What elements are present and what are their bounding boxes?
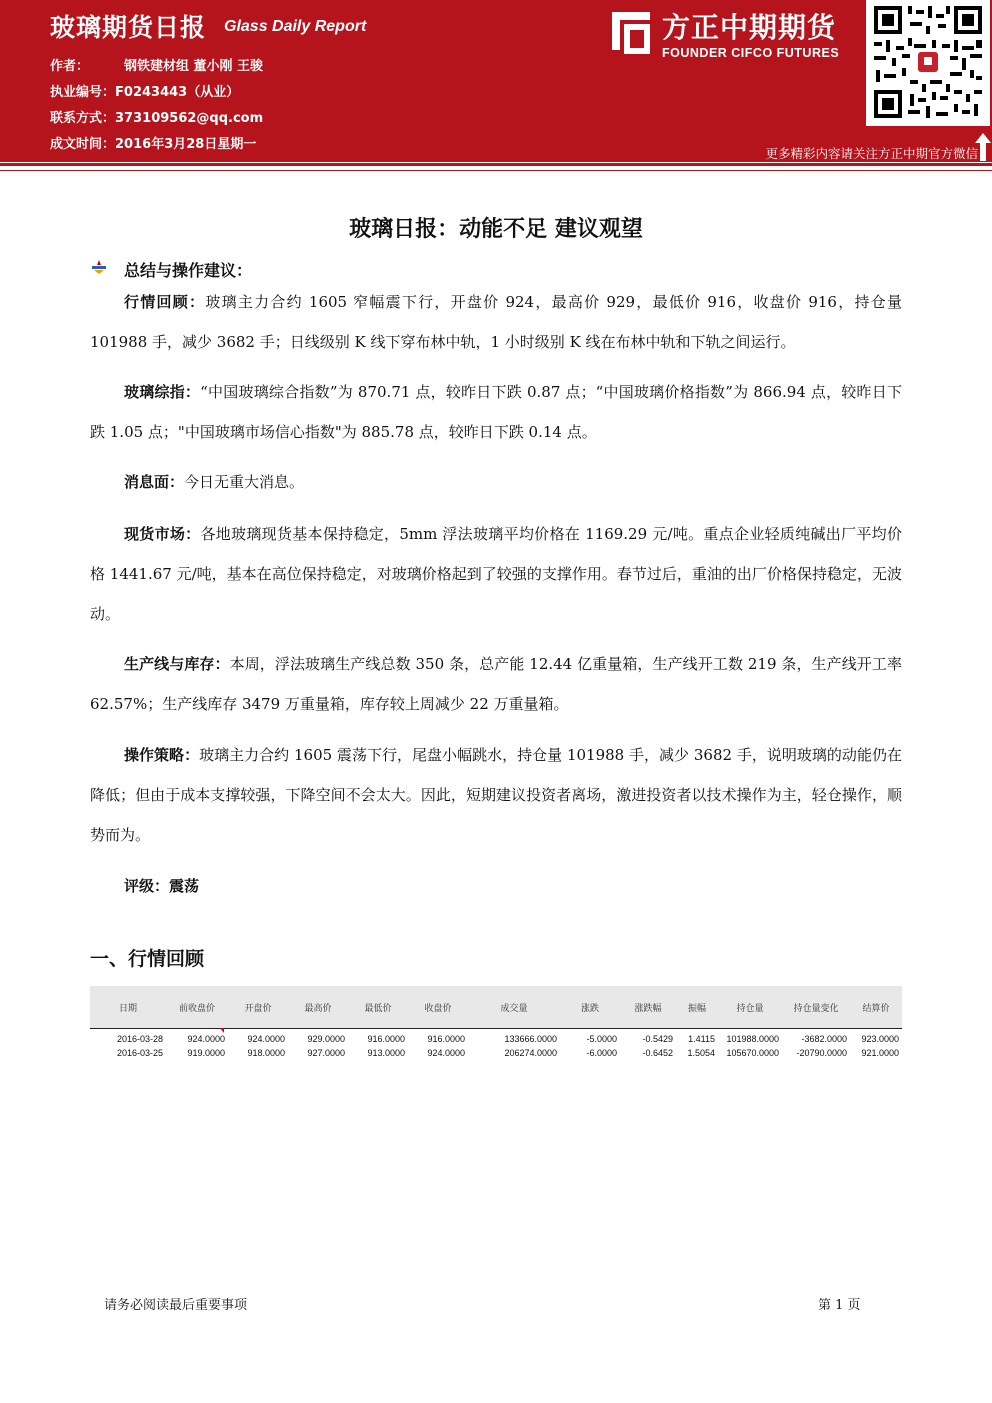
table-cell: 916.0000	[367, 1034, 405, 1044]
paragraph-text: 各地玻璃现货基本保持稳定，5mm 浮法玻璃平均价格在 1169.29 元/吨。重点企业轻质纯碱出厂平均价格 1441.67 元/吨，基本在高位保持稳定，对玻璃价格起到了较强的支撑作用。春节过后，重油的出厂价格保持稳定，无波动。	[90, 525, 902, 623]
report-subtitle: Glass Daily Report	[224, 18, 367, 35]
paragraph-market-review	[90, 282, 902, 362]
main-title: 玻璃日报：动能不足 建议观望	[349, 216, 643, 242]
table-cell: 105670.0000	[726, 1048, 779, 1058]
page-number: 第 1 页	[818, 1298, 861, 1313]
market-data-table	[90, 986, 902, 1060]
table-cell: 919.0000	[187, 1048, 225, 1058]
column-header: 成交量	[500, 1002, 528, 1013]
column-header: 涨跌幅	[634, 1002, 662, 1013]
footer-notice: 请务必阅读最后重要事项	[104, 1298, 248, 1313]
paragraph-label: 生产线与库存：	[124, 655, 230, 673]
meta-date-label: 成文时间：	[50, 137, 116, 152]
summary-title: 总结与操作建议：	[124, 261, 253, 280]
table-cell: 923.0000	[861, 1034, 899, 1044]
paragraph-label: 行情回顾：	[124, 293, 206, 311]
rating-value: 震荡	[169, 877, 200, 895]
meta-contact-value[interactable]: 373109562@qq.com	[115, 111, 264, 126]
meta-author-label: 作者：	[50, 59, 90, 74]
table-cell: 1.4115	[688, 1034, 715, 1044]
meta-license	[50, 81, 239, 100]
meta-date	[50, 133, 256, 152]
table-row	[90, 1046, 902, 1060]
table-cell: -3682.0000	[801, 1034, 847, 1044]
table-cell: 2016-03-28	[116, 1034, 163, 1044]
column-header: 持仓量	[736, 1002, 764, 1013]
paragraph-label: 玻璃综指：	[124, 383, 201, 401]
arrow-up-icon	[975, 133, 991, 161]
logo-chinese-name: 方正中期期货	[662, 11, 837, 44]
paragraph-strategy	[90, 735, 902, 855]
logo-english-name: FOUNDER CIFCO FUTURES	[662, 46, 840, 60]
meta-contact-label: 联系方式：	[50, 111, 116, 126]
paragraph-label: 操作策略：	[124, 746, 200, 764]
paragraph-label: 消息面：	[124, 473, 185, 491]
table-cell: 916.0000	[427, 1034, 465, 1044]
company-logo	[604, 6, 858, 66]
column-header: 结算价	[862, 1002, 890, 1013]
follow-wechat-text: 更多精彩内容请关注方正中期官方微信	[765, 146, 978, 161]
column-header: 振幅	[687, 1002, 706, 1013]
header-divider	[0, 163, 992, 166]
paragraph-glass-index	[90, 372, 902, 452]
paragraph-production-inventory	[90, 644, 902, 724]
table-cell: 206274.0000	[504, 1048, 557, 1058]
paragraph-rating	[90, 866, 902, 906]
paragraph-text: 今日无重大消息。	[184, 473, 305, 491]
column-header: 收盘价	[424, 1002, 452, 1013]
column-header: 日期	[118, 1002, 137, 1013]
table-cell: -5.0000	[586, 1034, 617, 1044]
section-bullet-icon	[92, 260, 106, 274]
table-cell: 924.0000	[427, 1048, 465, 1058]
logo-mark-icon	[604, 8, 654, 58]
header-divider-thin	[0, 170, 992, 171]
table-cell: 101988.0000	[726, 1034, 779, 1044]
table-cell: 924.0000	[247, 1034, 285, 1044]
table-cell: 133666.0000	[504, 1034, 557, 1044]
column-header: 涨跌	[580, 1002, 599, 1013]
table-cell: 921.0000	[861, 1048, 899, 1058]
table-cell: 929.0000	[307, 1034, 345, 1044]
table-header	[90, 986, 902, 1029]
table-cell: 927.0000	[307, 1048, 345, 1058]
paragraph-label: 评级：	[124, 877, 170, 895]
paragraph-spot-market	[90, 514, 902, 634]
column-header: 前收盘价	[178, 1002, 215, 1013]
table-cell: 2016-03-25	[116, 1048, 163, 1058]
qr-code-icon	[866, 0, 990, 126]
table-cell: 924.0000	[187, 1034, 225, 1044]
section-heading-market-review: 一、行情回顾	[90, 948, 205, 970]
table-cell: 1.5054	[687, 1048, 715, 1058]
column-header: 最低价	[364, 1002, 392, 1013]
report-title: 玻璃期货日报	[50, 13, 207, 42]
meta-author	[50, 55, 263, 74]
table-cell: 918.0000	[247, 1048, 285, 1058]
table-row	[90, 1032, 902, 1046]
paragraph-label: 现货市场：	[124, 525, 201, 543]
paragraph-news	[90, 462, 902, 502]
meta-author-value: 钢铁建材组 董小刚 王骏	[124, 59, 264, 74]
column-header: 持仓量变化	[793, 1002, 839, 1013]
paragraph-text: 本周，浮法玻璃生产线总数 350 条，总产能 12.44 亿重量箱，生产线开工数 219 条，生产线开工率 62.57%；生产线库存 3479 万重量箱，库存较上周减少 22 万重量箱。	[90, 655, 902, 713]
table-cell: -0.6452	[642, 1048, 673, 1058]
cell-comment-marker-icon	[220, 1028, 224, 1033]
meta-license-label: 执业编号：	[50, 85, 116, 100]
meta-contact	[50, 107, 263, 126]
table-cell: 913.0000	[367, 1048, 405, 1058]
paragraph-text: “中国玻璃综合指数”为 870.71 点，较昨日下跌 0.87 点；“中国玻璃价格指数”为 866.94 点，较昨日下跌 1.05 点；"中国玻璃市场信心指数"为 885.78 点，较昨日下跌 0.14 点。	[90, 383, 902, 441]
column-header: 开盘价	[244, 1002, 272, 1013]
column-header: 最高价	[304, 1002, 332, 1013]
table-cell: -6.0000	[586, 1048, 617, 1058]
paragraph-text: 玻璃主力合约 1605 震荡下行，尾盘小幅跳水，持仓量 101988 手，减少 3682 手，说明玻璃的动能仍在降低；但由于成本支撑较强，下降空间不会太大。因此，短期建议投资者离场，激进投资者以技术操作为主，轻仓操作，顺势而为。	[90, 746, 902, 844]
meta-date-value: 2016年3月28日星期一	[115, 137, 257, 152]
table-cell: -0.5429	[642, 1034, 673, 1044]
table-cell: -20790.0000	[796, 1048, 847, 1058]
paragraph-text: 玻璃主力合约 1605 窄幅震下行，开盘价 924，最高价 929，最低价 916，收盘价 916，持仓量 101988 手，减少 3682 手；日线级别 K 线下穿布林中轨，1 小时级别 K 线在布林中轨和下轨之间运行。	[90, 293, 902, 351]
meta-license-value: F0243443（从业）	[115, 85, 240, 100]
